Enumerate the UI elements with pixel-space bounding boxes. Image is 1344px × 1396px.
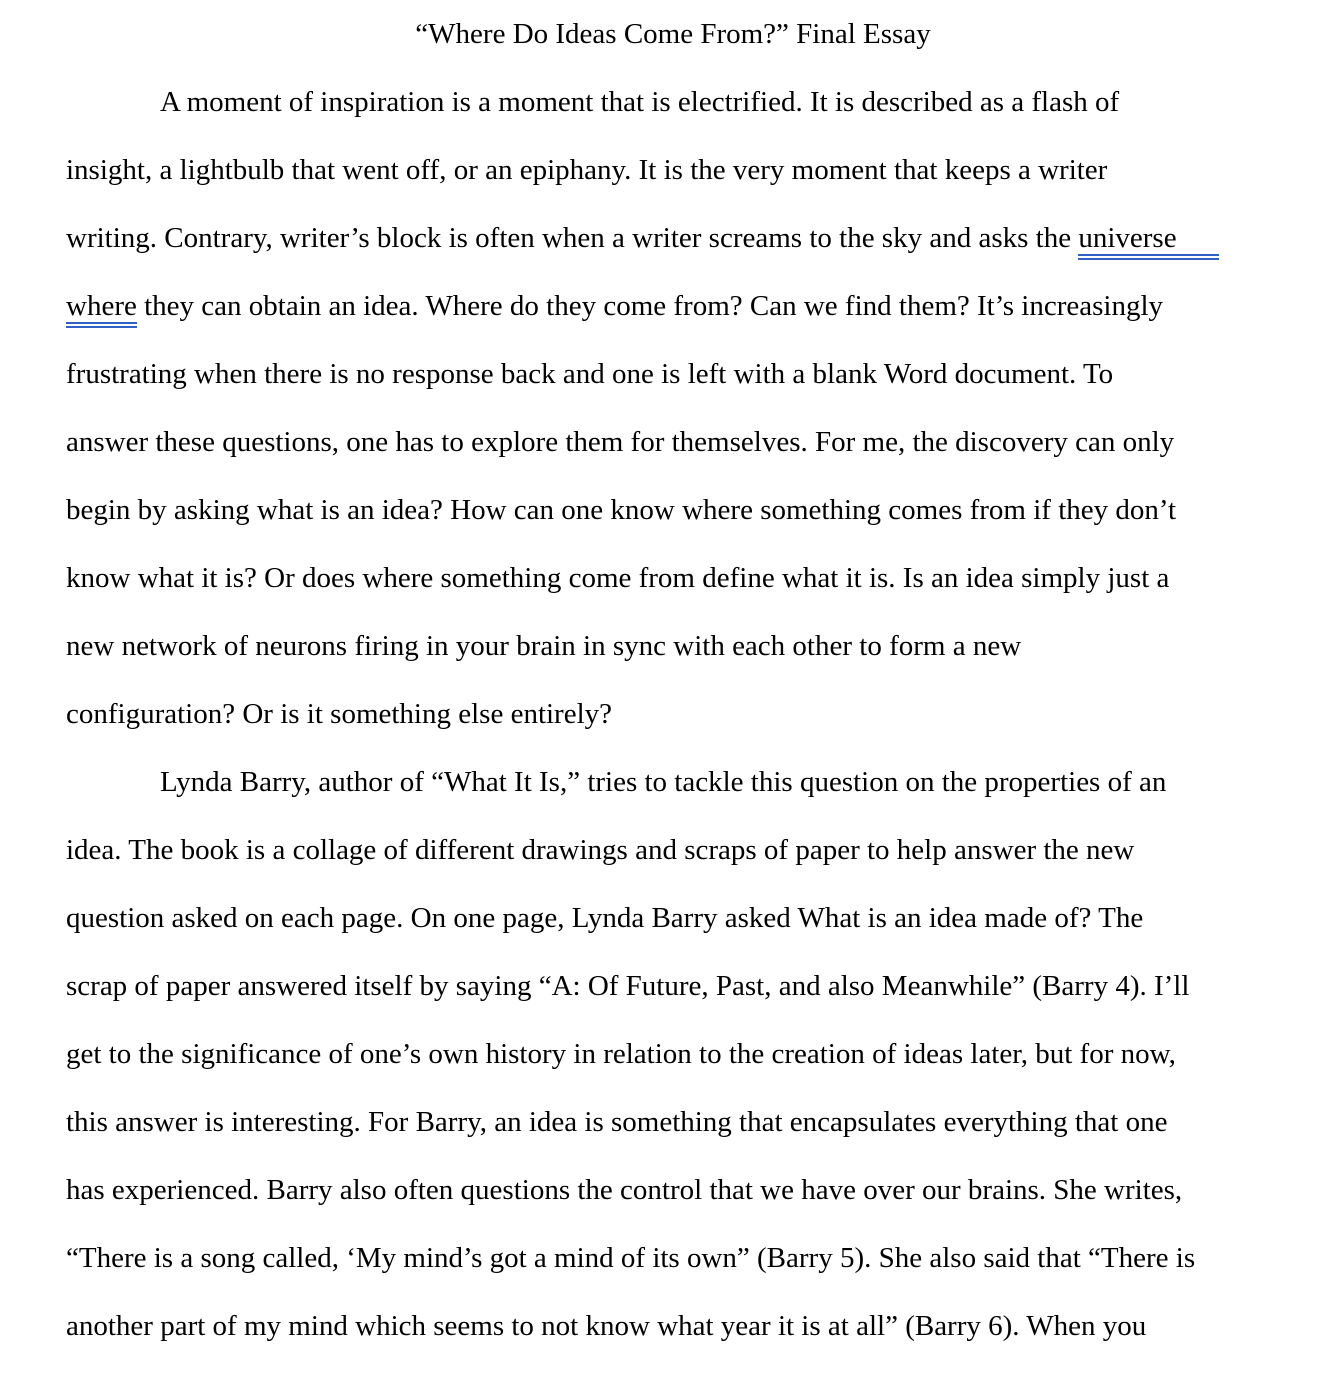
text-line — [66, 1088, 1280, 1156]
text-line — [66, 1156, 1280, 1224]
grammar-suggestion-text: universe — [1078, 222, 1218, 256]
text-line — [66, 340, 1280, 408]
text-line — [66, 68, 1280, 136]
text-line — [66, 612, 1280, 680]
text-line — [66, 1020, 1280, 1088]
text-line — [66, 136, 1280, 204]
text-line — [66, 1224, 1280, 1292]
text-segment: answer these questions, one has to explore them for themselves. For me, the discovery can only — [66, 426, 1175, 458]
text-segment: they can obtain an idea. Where do they come from? Can we find them? It’s increasingly — [136, 290, 1164, 322]
paragraph — [66, 68, 1280, 748]
grammar-suggestion-text: where — [66, 290, 137, 322]
text-line — [66, 204, 1280, 272]
text-segment: configuration? Or is it something else entirely? — [66, 698, 613, 730]
text-line — [66, 1292, 1280, 1360]
grammar-suggestion-underline[interactable] — [66, 290, 137, 328]
text-line — [66, 816, 1280, 884]
text-segment: “There is a song called, ‘My mind’s got a mind of its own” (Barry 5). She also said that “There is — [66, 1242, 1196, 1274]
text-segment: know what it is? Or does where something come from define what it is. Is an idea simply just a — [66, 562, 1170, 594]
text-line — [66, 680, 1280, 748]
text-line — [66, 272, 1280, 340]
grammar-suggestion-underline[interactable] — [1078, 222, 1218, 260]
paragraph — [66, 748, 1280, 1360]
text-line — [66, 476, 1280, 544]
text-segment: frustrating when there is no response back and one is left with a blank Word document. To — [66, 358, 1114, 390]
text-segment: idea. The book is a collage of different drawings and scraps of paper to help answer the new — [66, 834, 1135, 866]
document-body — [66, 68, 1280, 1360]
text-segment: writing. Contrary, writer’s block is often when a writer screams to the sky and asks the — [66, 222, 1079, 254]
text-segment: new network of neurons firing in your brain in sync with each other to form a new — [66, 630, 1022, 662]
text-segment: Lynda Barry, author of “What It Is,” tries to tackle this question on the properties of an — [160, 766, 1167, 798]
text-segment: A moment of inspiration is a moment that is electrified. It is described as a flash of — [160, 86, 1120, 118]
text-line — [66, 952, 1280, 1020]
text-segment: begin by asking what is an idea? How can one know where something comes from if they don’t — [66, 494, 1177, 526]
text-line — [66, 884, 1280, 952]
text-line — [66, 408, 1280, 476]
text-segment: question asked on each page. On one page, Lynda Barry asked What is an idea made of? The — [66, 902, 1144, 934]
text-segment: this answer is interesting. For Barry, an idea is something that encapsulates everything that one — [66, 1106, 1168, 1138]
text-segment: insight, a lightbulb that went off, or an epiphany. It is the very moment that keeps a writer — [66, 154, 1108, 186]
text-segment: has experienced. Barry also often questions the control that we have over our brains. She writes, — [66, 1174, 1183, 1206]
text-segment: get to the significance of one’s own history in relation to the creation of ideas later, but for now, — [66, 1038, 1176, 1070]
text-line — [66, 544, 1280, 612]
text-line — [66, 748, 1280, 816]
document-title: “Where Do Ideas Come From?” Final Essay — [415, 18, 931, 50]
text-segment: scrap of paper answered itself by saying “A: Of Future, Past, and also Meanwhile” (Barry 4). I’ll — [66, 970, 1190, 1002]
text-segment: another part of my mind which seems to not know what year it is at all” (Barry 6). When you — [66, 1310, 1147, 1342]
